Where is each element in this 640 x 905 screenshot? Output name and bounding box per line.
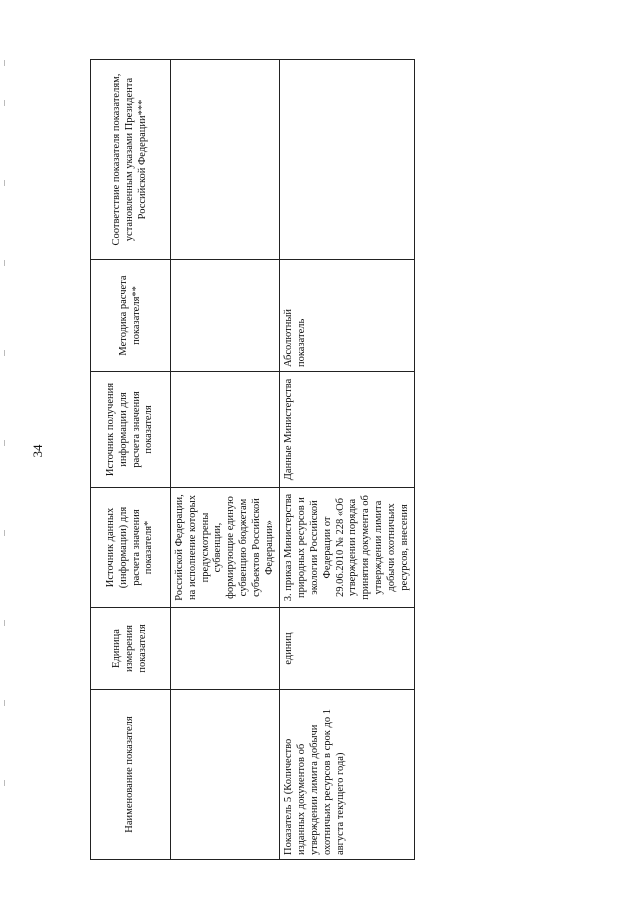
cell-indicator-name: Показатель 5 (Количество изданных документов об утверждении лимита добычи охотничьих ресурсов в срок до 1 августа текущего года) <box>280 690 415 860</box>
header-unit: Единица измерения показателя <box>91 608 171 690</box>
cell-unit: единиц <box>280 608 415 690</box>
table-row <box>171 60 280 860</box>
header-method: Методика расчета показателя** <box>91 260 171 372</box>
cell-compliance <box>280 60 415 260</box>
scan-margin-marks <box>4 60 6 840</box>
cell-info-source <box>171 372 280 488</box>
rotated-table-container <box>90 60 410 860</box>
table-row <box>280 60 415 860</box>
cell-method <box>171 260 280 372</box>
header-compliance: Соответствие показателя показателям, установленным указами Президента Российской Федерации*** <box>91 60 171 260</box>
header-data-source: Источник данных (информации) для расчета значения показателя* <box>91 488 171 608</box>
cell-data-source: 3. приказ Министерства природных ресурсов и экологии Российской Федерации от 29.06.2010 № 228 «Об утверждении порядка принятия документа об утверждении лимита добычи охотничьих ресурсов, внесения <box>280 488 415 608</box>
cell-unit <box>171 608 280 690</box>
cell-indicator-name <box>171 690 280 860</box>
indicators-table <box>90 59 415 860</box>
cell-method: Абсолютный показатель <box>280 260 415 372</box>
page-number: 34 <box>30 444 45 458</box>
cell-data-source: Российской Федерации, на исполнение которых предусмотрены субвенции, формирующие единую субвенцию бюджетам субъектов Российской Федерации» <box>171 488 280 608</box>
cell-compliance <box>171 60 280 260</box>
cell-info-source: Данные Министерства <box>280 372 415 488</box>
header-info-source: Источник получения информации для расчета значения показателя <box>91 372 171 488</box>
table-header-row <box>91 60 171 860</box>
header-indicator-name: Наименование показателя <box>91 690 171 860</box>
